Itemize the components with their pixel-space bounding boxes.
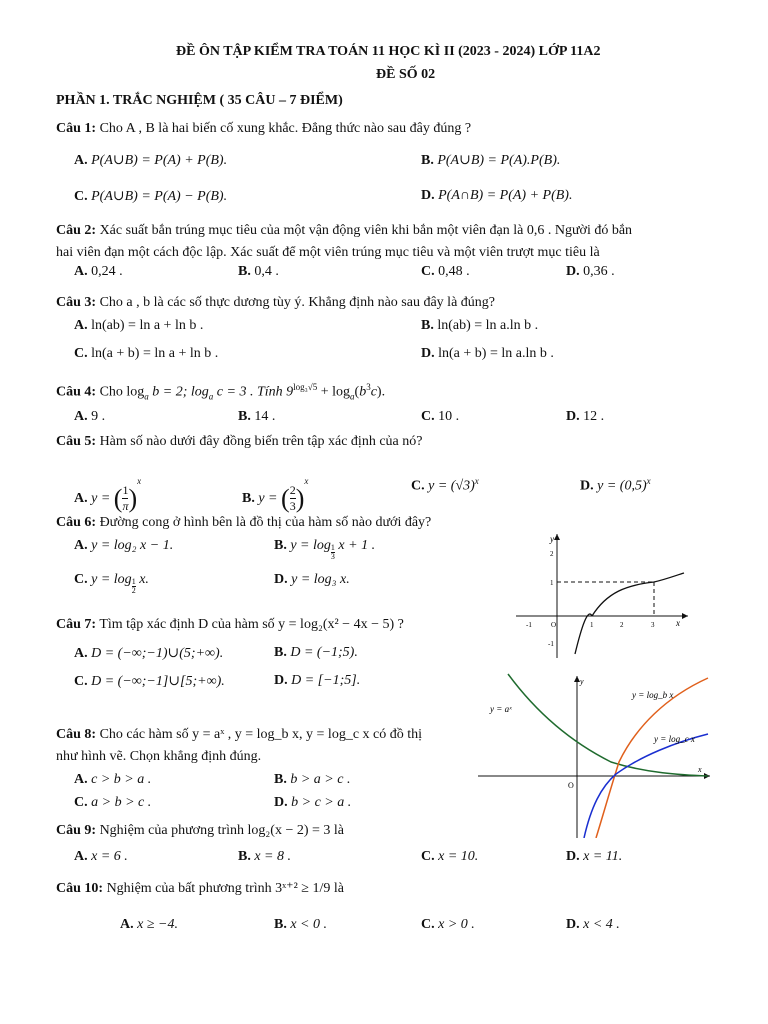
section-heading: PHẦN 1. TRẮC NGHIỆM ( 35 CÂU – 7 ĐIỂM) <box>56 93 343 108</box>
question-8-line2: như hình vẽ. Chọn khẳng định đúng. <box>56 749 262 764</box>
option-d[interactable]: D. b > c > a . <box>274 795 352 810</box>
option-a[interactable]: A. y = log₂ x − 1. <box>74 538 174 553</box>
exam-subtitle: ĐỀ SỐ 02 <box>376 67 436 82</box>
option-b[interactable]: B. y = log $_{\frac{1}{3}}$ x + 1 . <box>274 538 376 561</box>
graph-log-curve <box>512 530 692 660</box>
graph2-origin: O <box>568 781 574 790</box>
option-a[interactable]: A. ln(ab) = ln a + ln b . <box>74 318 204 333</box>
tick-label: 1 <box>590 621 594 629</box>
option-d[interactable]: D. 12 . <box>566 409 605 424</box>
question-2-line2: hai viên đạn một cách độc lập. Xác suất để một viên trúng mục tiêu và một viên trượt mục tiêu là <box>56 245 600 260</box>
option-c[interactable]: C. x > 0 . <box>421 917 475 932</box>
option-b[interactable]: B. x = 8 . <box>238 849 292 864</box>
option-c[interactable]: C. 10 . <box>421 409 460 424</box>
option-b[interactable]: B. P(A∪B) = P(A).P(B). <box>421 153 561 168</box>
option-d[interactable]: D. ln(a + b) = ln a.ln b . <box>421 346 554 361</box>
option-d[interactable]: D. 0,36 . <box>566 264 615 279</box>
option-b[interactable]: B. y = ( $\frac{2}{3}$ )$^x$ <box>242 476 309 514</box>
option-a[interactable]: A. x = 6 . <box>74 849 128 864</box>
option-c[interactable]: C. P(A∪B) = P(A) − P(B). <box>74 189 228 204</box>
question-10: Câu 10: Nghiệm của bất phương trình 3ˣ⁺² ≥ 1/9 là <box>56 881 344 896</box>
option-a[interactable]: A. D = (−∞;−1)∪(5;+∞). <box>74 646 224 661</box>
question-6: Câu 6: Đường cong ở hình bên là đồ thị của hàm số nào dưới đây? <box>56 515 432 530</box>
option-d[interactable]: D. $y = (0,5)^x$ <box>580 476 651 494</box>
option-a[interactable]: A. y = ( $\frac{1}{\pi}$ )$^x$ <box>74 476 142 514</box>
option-b[interactable]: B. 0,4 . <box>238 264 279 279</box>
question-5: Câu 5: Hàm số nào dưới đây đồng biến trên tập xác định của nó? <box>56 434 423 449</box>
tick-label: -1 <box>526 621 532 629</box>
option-c[interactable]: C. 0,48 . <box>421 264 470 279</box>
tick-label: 2 <box>620 621 624 629</box>
tick-label: 2 <box>550 550 554 558</box>
question-7: Câu 7: Tìm tập xác định D của hàm số y = log₂(x² − 4x − 5) ? <box>56 617 404 632</box>
option-d[interactable]: D. D = [−1;5]. <box>274 673 361 688</box>
option-d[interactable]: D. x = 11. <box>566 849 623 864</box>
option-b[interactable]: B. ln(ab) = ln a.ln b . <box>421 318 539 333</box>
option-c[interactable]: C. a > b > c . <box>74 795 152 810</box>
graph2-y-label: y <box>580 677 584 686</box>
option-b[interactable]: B. 14 . <box>238 409 276 424</box>
curve-log-b <box>596 678 708 838</box>
question-2: Câu 2: Xác suất bắn trúng mục tiêu của một vận động viên khi bắn một viên đạn là 0,6 . Người đó bắn <box>56 223 633 238</box>
question-3: Câu 3: Cho a , b là các số thực dương tùy ý. Khẳng định nào sau đây là đúng? <box>56 295 496 310</box>
graph1-x-label: x <box>676 618 680 628</box>
question-8: Câu 8: Cho các hàm số y = aˣ , y = log_b x, y = log_c x có đồ thị <box>56 727 423 742</box>
option-b[interactable]: B. b > a > c . <box>274 772 351 787</box>
option-d[interactable]: D. P(A∩B) = P(A) + P(B). <box>421 188 573 203</box>
graph1-y-label: y <box>550 534 554 544</box>
option-b[interactable]: B. D = (−1;5). <box>274 645 358 660</box>
option-d[interactable]: D. x < 4 . <box>566 917 620 932</box>
graph-exp-log-curves <box>476 672 716 838</box>
question-9: Câu 9: Nghiệm của phương trình log₂(x − 2) = 3 là <box>56 823 345 838</box>
question-label: Câu 1: <box>56 121 97 136</box>
option-c[interactable]: C. D = (−∞;−1]∪[5;+∞). <box>74 674 225 689</box>
tick-label: -1 <box>548 640 554 648</box>
tick-label: 3 <box>651 621 655 629</box>
option-c[interactable]: C. x = 10. <box>421 849 479 864</box>
option-c[interactable]: C. y = log $_{\frac{1}{2}}$ x. <box>74 572 149 595</box>
option-a[interactable]: A. 0,24 . <box>74 264 123 279</box>
question-1 <box>56 121 471 137</box>
tick-label: O <box>551 621 557 629</box>
label-log-c: y = log_c x <box>654 734 695 744</box>
tick-label: 1 <box>550 579 554 587</box>
option-b[interactable]: B. x < 0 . <box>274 917 328 932</box>
label-log-b: y = log_b x <box>632 690 674 700</box>
option-c[interactable]: C. ln(a + b) = ln a + ln b . <box>74 346 219 361</box>
question-4: Câu 4: Cho $\log_a b = 2$; $\log_a c = 3$ . Tính $9^{log_3√5} + \log_a(b^3c)$. <box>56 382 386 402</box>
option-d[interactable]: D. y = log₃ x. <box>274 572 350 587</box>
option-a[interactable]: A. c > b > a . <box>74 772 152 787</box>
question-text: Cho A , B là hai biến cố xung khắc. Đẳng thức nào sau đây đúng ? <box>99 121 472 136</box>
option-a[interactable]: A. x ≥ −4. <box>120 917 178 932</box>
option-c[interactable]: C. $y = (√3)^x$ <box>411 476 479 494</box>
option-a[interactable]: A. P(A∪B) = P(A) + P(B). <box>74 153 228 168</box>
label-a-x: y = aˣ <box>490 704 512 714</box>
curve-a-x <box>508 674 708 776</box>
exam-title: ĐỀ ÔN TẬP KIỂM TRA TOÁN 11 HỌC KÌ II (2023 - 2024) LỚP 11A2 <box>176 44 601 59</box>
graph2-x-label: x <box>698 765 702 774</box>
curve-log-c <box>584 734 708 838</box>
option-a[interactable]: A. 9 . <box>74 409 106 424</box>
